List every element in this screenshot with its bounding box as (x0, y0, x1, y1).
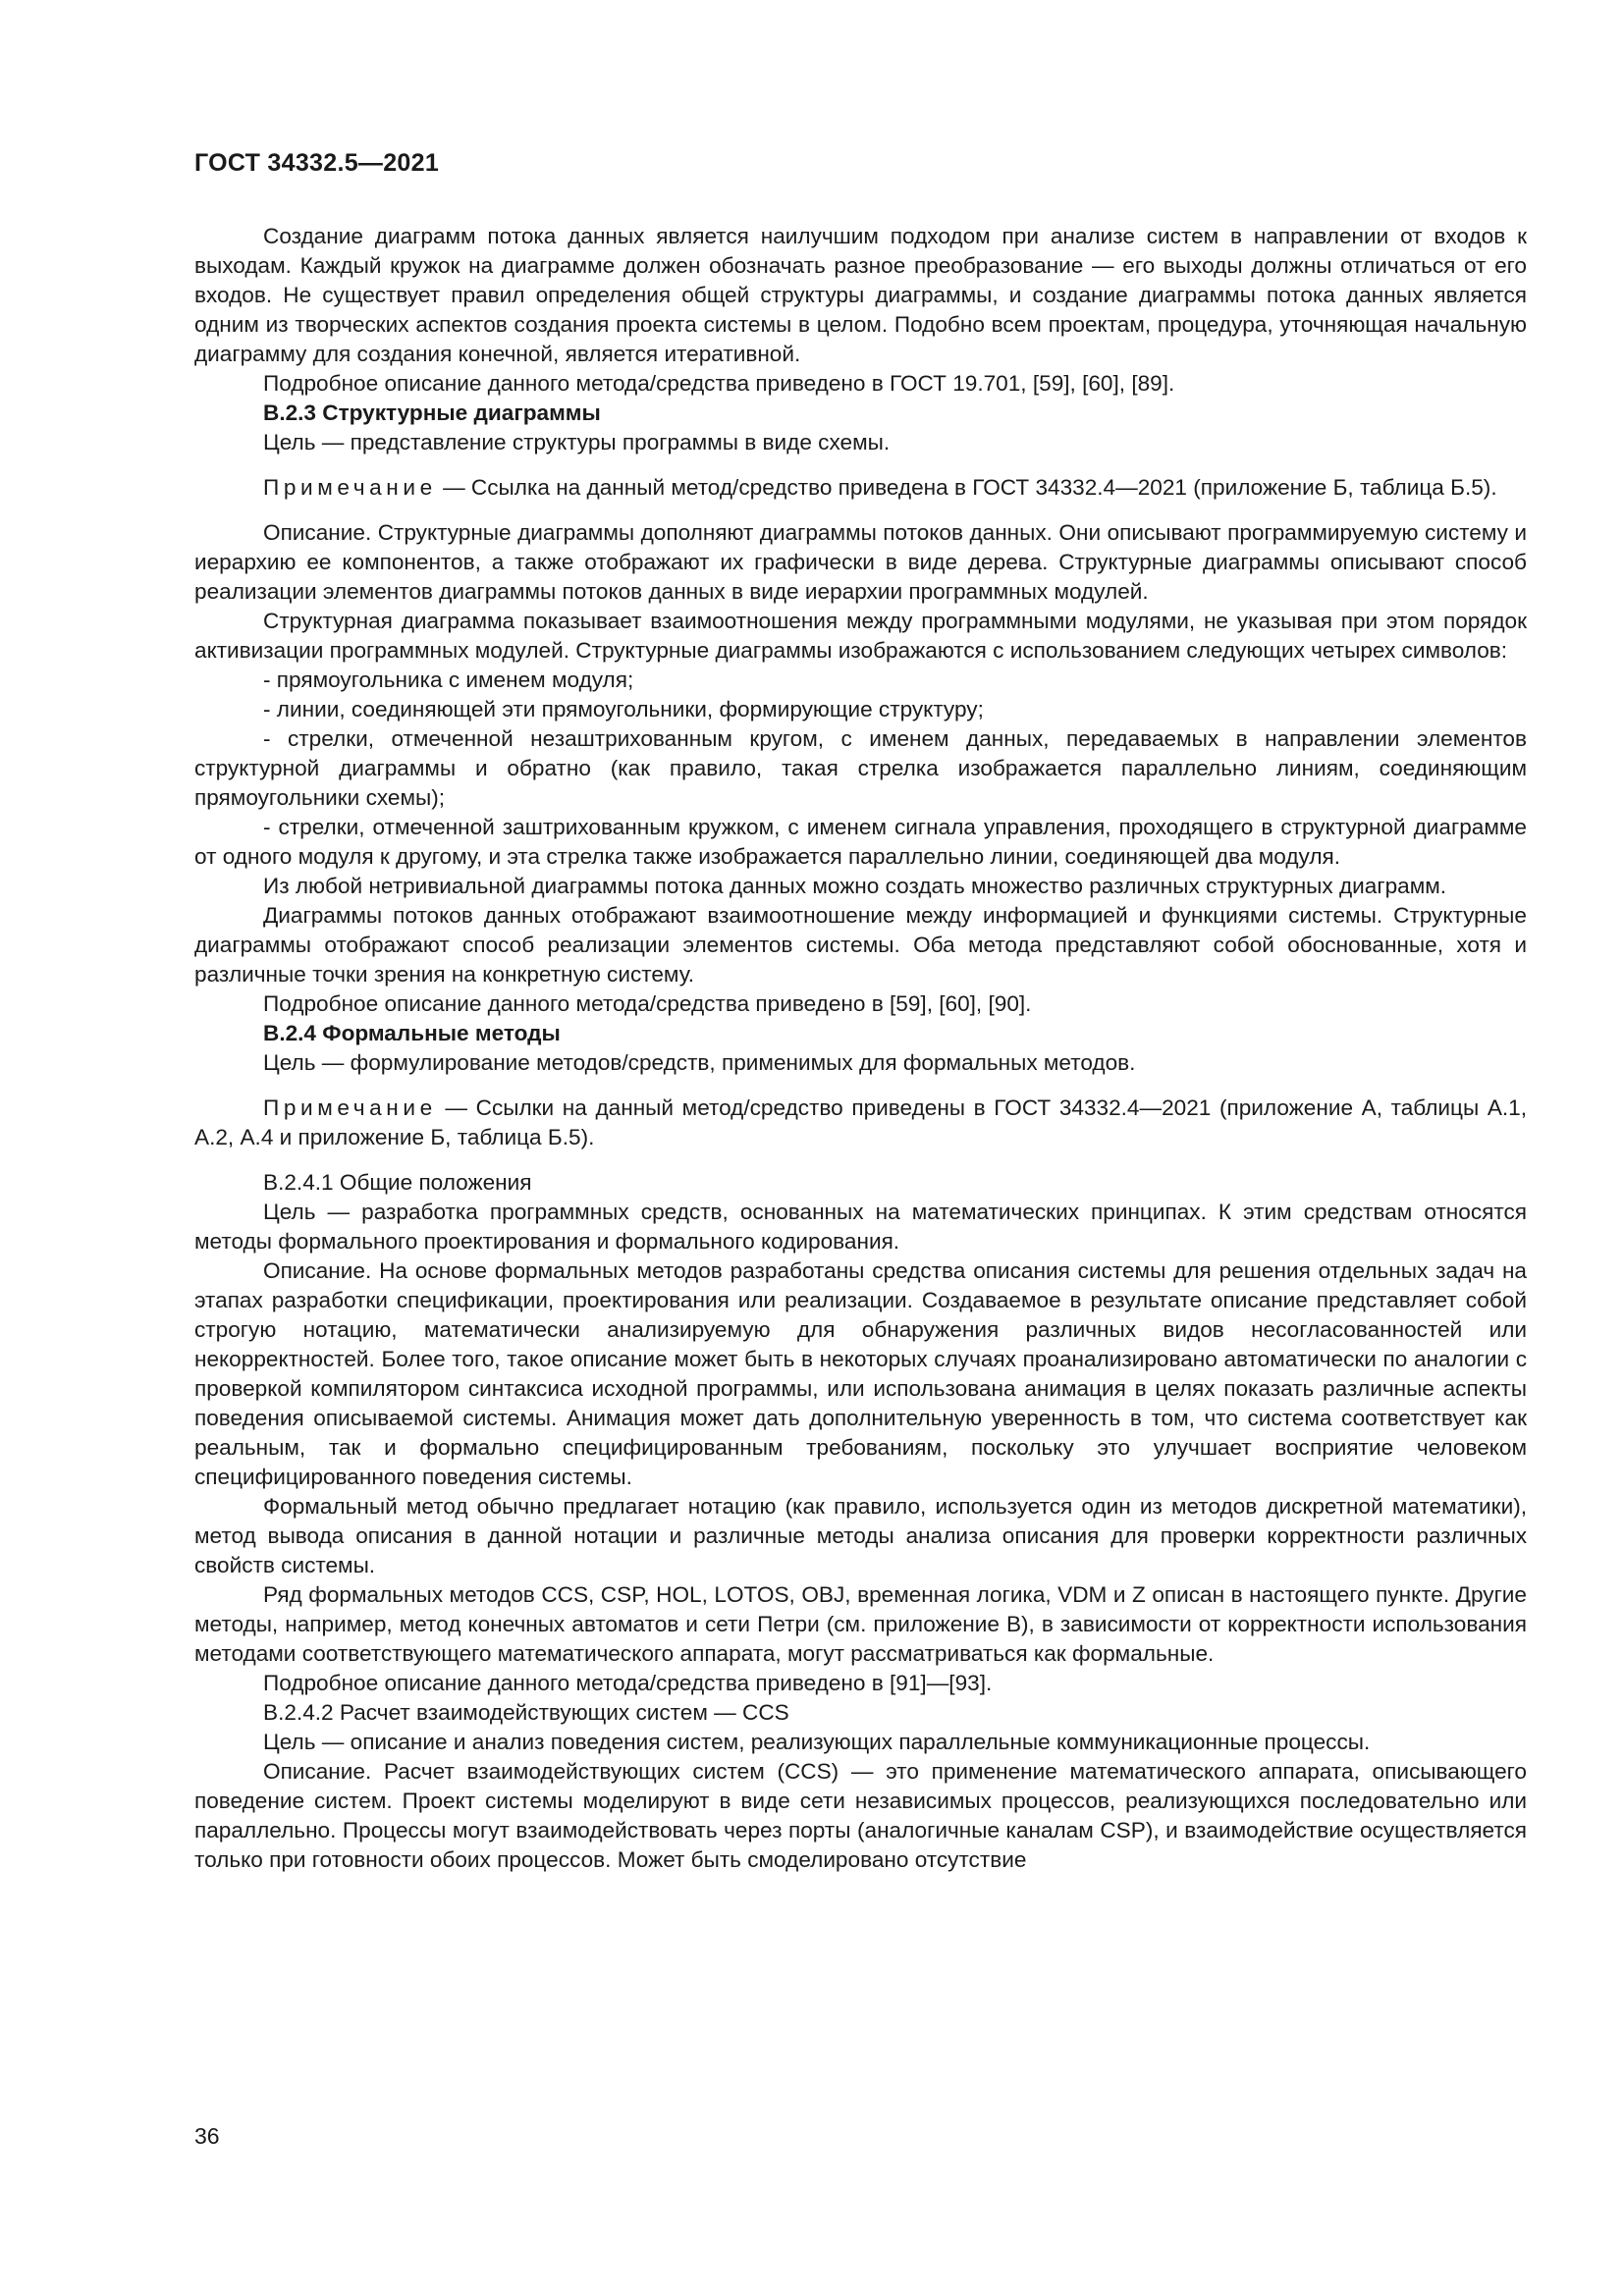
list-item: - стрелки, отмеченной незаштрихованным кругом, с именем данных, передаваемых в направлении элементов структурной диаграммы и обратно (как правило, такая стрелка изображается параллельно линиям, соединяющим прямоугольники схемы); (194, 726, 1527, 810)
paragraph-formal-method: Формальный метод обычно предлагает нотацию (как правило, используется один из методов дискретной математики), метод вывода описания в данной нотации и различные методы анализа описания для проверки корректности различных свойств системы. (194, 1494, 1527, 1577)
list-item: - прямоугольника с именем модуля; (263, 667, 634, 692)
subsection-heading-general: В.2.4.1 Общие положения (263, 1170, 532, 1195)
paragraph-reference: Подробное описание данного метода/средства приведено в [91]—[93]. (263, 1671, 993, 1695)
paragraph-structure-chart: Структурная диаграмма показывает взаимоотношения между программными модулями, не указывая при этом порядок активизации программных модулей. Структурные диаграммы изображаются с использованием следующих четырех символов: (194, 609, 1527, 663)
note-paragraph (194, 473, 1527, 503)
paragraph-goal: Цель — представление структуры программы в виде схемы. (263, 430, 891, 454)
paragraph-goal: Цель — разработка программных средств, основанных на математических принципах. К этим средствам относятся методы формального проектирования и формального кодирования. (194, 1200, 1527, 1254)
paragraph-reference: Подробное описание данного метода/средства приведено в [59], [60], [90]. (263, 991, 1032, 1016)
paragraph-dfd-approach: Создание диаграмм потока данных является наилучшим подходом при анализе систем в направлении от входов к выходам. Каждый кружок на диаграмме должен обозначать разное преобразование — его выходы должны отличаться от его входов. Не существует правил определения общей структуры диаграммы, и создание диаграммы потока данных является одним из творческих аспектов создания проекта системы в целом. Подобно всем проектам, процедура, уточняющая начальную диаграмму для создания конечной, является итеративной. (194, 224, 1527, 366)
paragraph-methods-list: Ряд формальных методов CCS, CSP, HOL, LOTOS, OBJ, временная логика, VDM и Z описан в настоящего пункте. Другие методы, например, метод конечных автоматов и сети Петри (см. приложение В), в зависимости от корректности использования методами соответствующего математического аппарата, могут рассматриваться как формальные. (194, 1582, 1527, 1666)
section-heading-structure-charts: В.2.3 Структурные диаграммы (263, 400, 601, 425)
note-label: Примечание (263, 1095, 437, 1120)
paragraph-nontrivial: Из любой нетривиальной диаграммы потока данных можно создать множество различных структурных диаграмм. (263, 874, 1447, 898)
document-code-header: ГОСТ 34332.5—2021 (194, 149, 440, 177)
note-text: — Ссылка на данный метод/средство приведена в ГОСТ 34332.4—2021 (приложение Б, таблица Б.5). (443, 475, 1497, 500)
paragraph-description: Описание. Расчет взаимодействующих систем (CCS) — это применение математического аппарата, описывающего поведение систем. Проект системы моделируют в виде сети независимых процессов, реализующихся последовательно или параллельно. Процессы могут взаимодействовать через порты (аналогичные каналам CSP), и взаимодействие осуществляется только при готовности обоих процессов. Может быть смоделировано отсутствие (194, 1759, 1527, 1872)
paragraph-reference-gost: Подробное описание данного метода/средства приведено в ГОСТ 19.701, [59], [60], [89]. (263, 371, 1175, 396)
section-heading-formal-methods: В.2.4 Формальные методы (263, 1021, 561, 1045)
subsection-heading-ccs: В.2.4.2 Расчет взаимодействующих систем — CCS (263, 1700, 789, 1725)
list-item: - линии, соединяющей эти прямоугольники, формирующие структуру; (263, 697, 984, 721)
note-paragraph (194, 1094, 1527, 1152)
note-text: — Ссылки на данный метод/средство приведены в ГОСТ 34332.4—2021 (приложение А, таблицы А.1, А.2, А.4 и приложение Б, таблица Б.5). (194, 1095, 1528, 1149)
page-number: 36 (194, 2123, 220, 2149)
note-label: Примечание (263, 475, 437, 500)
paragraph-goal: Цель — формулирование методов/средств, применимых для формальных методов. (263, 1050, 1136, 1075)
document-body (194, 222, 1527, 1875)
paragraph-comparison: Диаграммы потоков данных отображают взаимоотношение между информацией и функциями системы. Структурные диаграммы отображают способ реализации элементов системы. Оба метода представляют собой обоснованные, хотя и различные точки зрения на конкретную систему. (194, 903, 1527, 987)
paragraph-description: Описание. На основе формальных методов разработаны средства описания системы для решения отдельных задач на этапах разработки спецификации, проектирования или реализации. Создаваемое в результате описание представляет собой строгую нотацию, математически анализируемую для обнаружения различных видов несогласованностей или некорректностей. Более того, такое описание может быть в некоторых случаях проанализировано автоматически по аналогии с проверкой компилятором синтаксиса исходной программы, или использована анимация в целях показать различные аспекты поведения описываемой системы. Анимация может дать дополнительную уверенность в том, что система соответствует как реальным, так и формально специфицированным требованиям, поскольку это улучшает восприятие человеком специфицированного поведения системы. (194, 1258, 1527, 1489)
paragraph-description: Описание. Структурные диаграммы дополняют диаграммы потоков данных. Они описывают программируемую систему и иерархию ее компонентов, а также отображают их графически в виде дерева. Структурные диаграммы описывают способ реализации элементов диаграммы потоков данных в виде иерархии программных модулей. (194, 520, 1527, 604)
paragraph-goal: Цель — описание и анализ поведения систем, реализующих параллельные коммуникационные процессы. (263, 1730, 1371, 1754)
list-item: - стрелки, отмеченной заштрихованным кружком, с именем сигнала управления, проходящего в структурной диаграмме от одного модуля к другому, и эта стрелка также изображается параллельно линии, соединяющей два модуля. (194, 815, 1527, 869)
